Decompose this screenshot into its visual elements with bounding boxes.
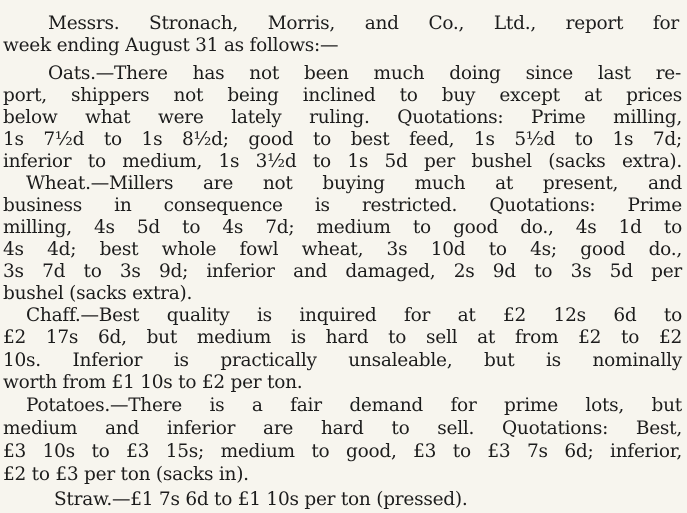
straw-line-1: Straw.—£1 7s 6d to £1 10s per ton (pressed). (54, 489, 468, 510)
chaff-line-1: Chaff.—Best quality is inquired for at £2 12s 6d to (26, 305, 682, 326)
potatoes-line-1: Potatoes.—There is a fair demand for prime lots, but (26, 395, 682, 416)
chaff-line-4: worth from £1 10s to £2 per ton. (3, 372, 303, 393)
chaff-line-2: £2 17s 6d, but medium is hard to sell at from £2 to £2 (3, 327, 682, 348)
wheat-line-3: milling, 4s 5d to 4s 7d; medium to good do., 4s 1d to (3, 217, 682, 238)
potatoes-line-3: £3 10s to £3 15s; medium to good, £3 to £3 7s 6d; inferior, (3, 441, 682, 462)
oats-line-2: port, shippers not being inclined to buy except at prices (3, 85, 682, 106)
intro-line-2: week ending August 31 as follows:— (3, 35, 339, 56)
wheat-line-2: business in consequence is restricted. Quotations: Prime (3, 195, 682, 216)
oats-line-4: 1s 7½d to 1s 8½d; good to best feed, 1s 5½d to 1s 7d; (3, 129, 682, 150)
wheat-line-1: Wheat.—Millers are not buying much at present, and (26, 173, 682, 194)
oats-line-3: below what were lately ruling. Quotations: Prime milling, (3, 107, 682, 128)
intro-line-1: Messrs. Stronach, Morris, and Co., Ltd., report for (48, 13, 679, 34)
oats-line-5: inferior to medium, 1s 3½d to 1s 5d per bushel (sacks extra). (3, 151, 682, 172)
wheat-line-5: 3s 7d to 3s 9d; inferior and damaged, 2s 9d to 3s 5d per (3, 261, 682, 282)
oats-line-1: Oats.—There has not been much doing since last re- (48, 63, 681, 84)
chaff-line-3: 10s. Inferior is practically unsaleable, but is nominally (3, 350, 682, 371)
potatoes-line-4: £2 to £3 per ton (sacks in). (3, 464, 249, 485)
potatoes-line-2: medium and inferior are hard to sell. Quotations: Best, (3, 418, 682, 439)
wheat-line-6: bushel (sacks extra). (3, 283, 193, 304)
wheat-line-4: 4s 4d; best whole fowl wheat, 3s 10d to 4s; good do., (3, 239, 682, 260)
